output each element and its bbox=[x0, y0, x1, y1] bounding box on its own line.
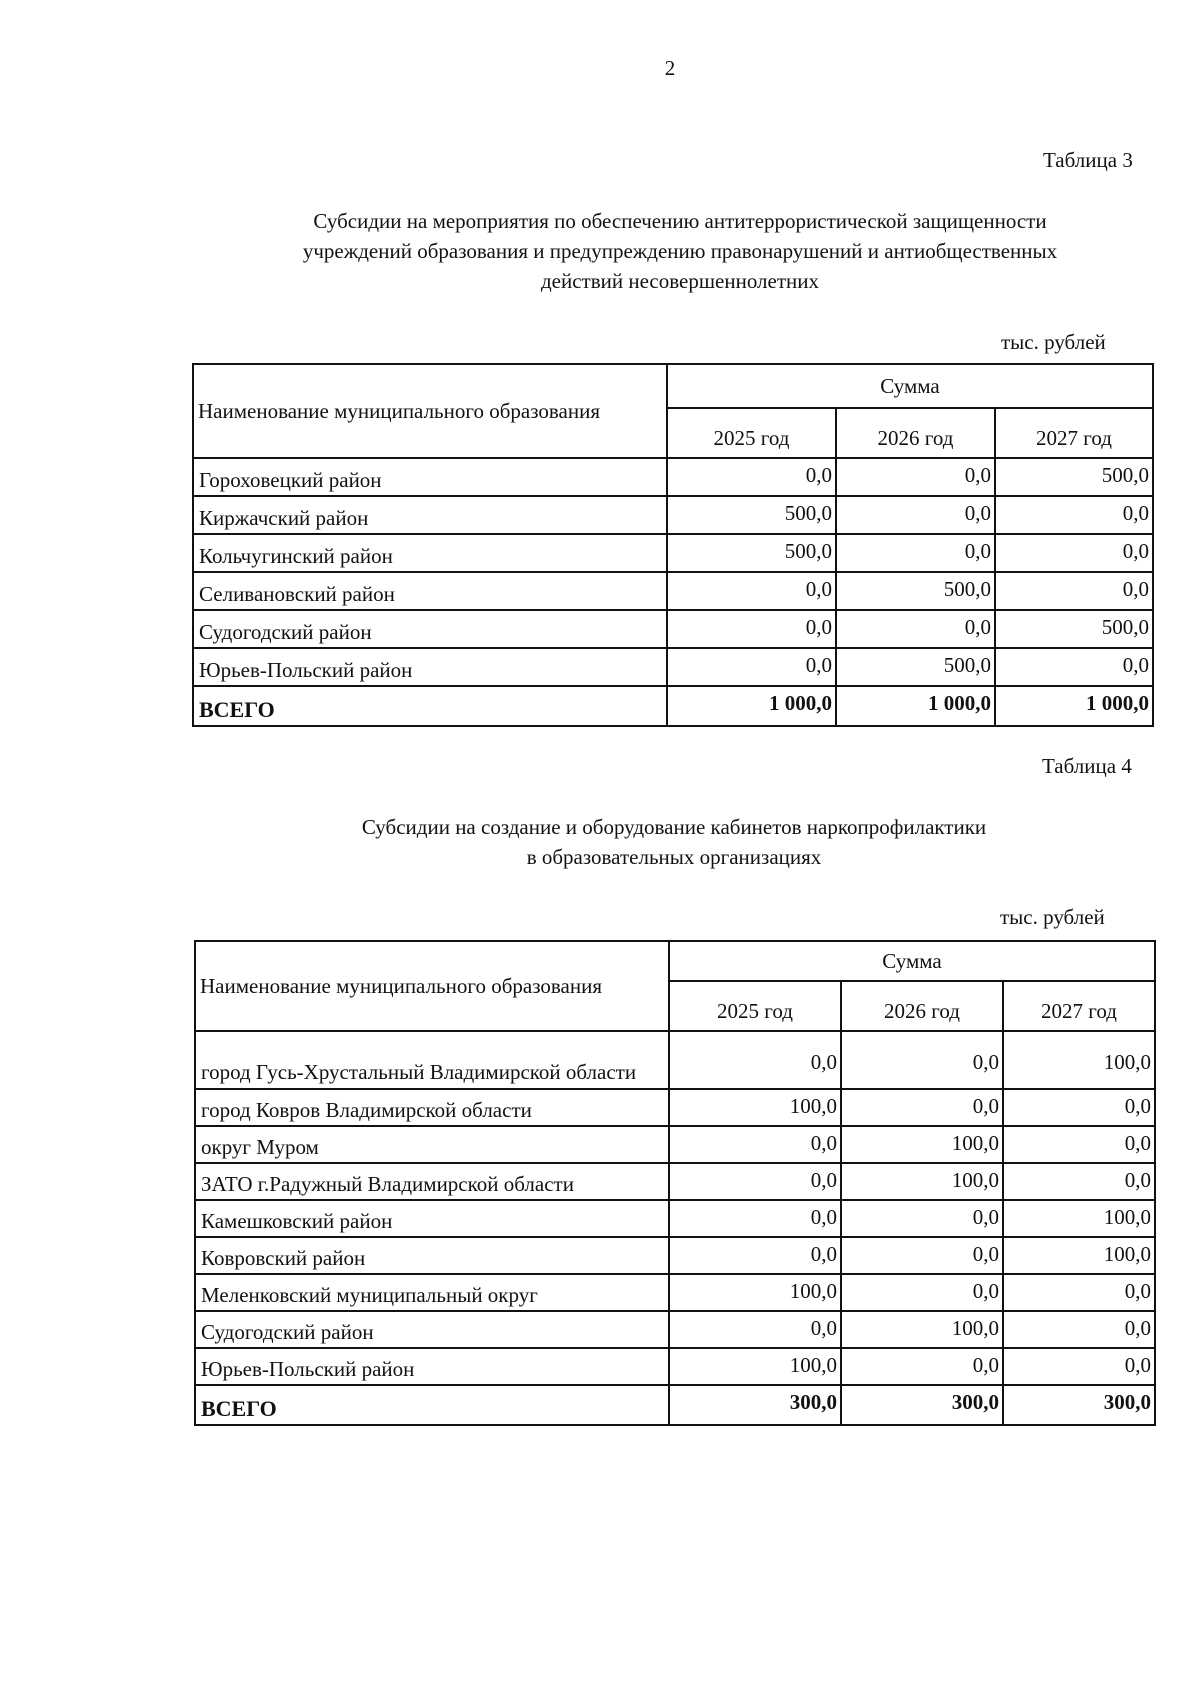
row-name: Киржачский район bbox=[193, 496, 667, 534]
table-label: Таблица 3 bbox=[1043, 148, 1133, 172]
title-line: Субсидии на мероприятия по обеспечению антитеррористической защищенности bbox=[313, 209, 1047, 233]
total-label: ВСЕГО bbox=[195, 1385, 669, 1425]
row-value: 0,0 bbox=[667, 458, 836, 496]
row-value: 0,0 bbox=[995, 572, 1153, 610]
subsidy-table-3 bbox=[192, 363, 1154, 727]
header-year: 2027 год bbox=[1003, 981, 1155, 1031]
header-year: 2025 год bbox=[667, 408, 836, 458]
table-row bbox=[195, 1126, 1155, 1163]
table-row bbox=[195, 1274, 1155, 1311]
row-value: 500,0 bbox=[836, 572, 995, 610]
row-name: Юрьев-Польский район bbox=[195, 1348, 669, 1385]
row-value: 0,0 bbox=[841, 1089, 1003, 1126]
row-value: 0,0 bbox=[669, 1200, 841, 1237]
row-value: 0,0 bbox=[995, 534, 1153, 572]
subsidy-table-4 bbox=[194, 940, 1156, 1426]
row-value: 500,0 bbox=[995, 610, 1153, 648]
title-line: Субсидии на создание и оборудование кабинетов наркопрофилактики bbox=[361, 815, 987, 839]
row-name: Кольчугинский район bbox=[193, 534, 667, 572]
row-value: 0,0 bbox=[841, 1200, 1003, 1237]
total-row bbox=[193, 686, 1153, 726]
header-year: 2026 год bbox=[836, 408, 995, 458]
row-value: 0,0 bbox=[669, 1031, 841, 1089]
table-row bbox=[195, 1089, 1155, 1126]
row-name: город Гусь-Хрустальный Владимирской области bbox=[195, 1031, 669, 1089]
row-name: ЗАТО г.Радужный Владимирской области bbox=[195, 1163, 669, 1200]
table-row bbox=[195, 1163, 1155, 1200]
units-label: тыс. рублей bbox=[1000, 905, 1105, 929]
header-year: 2025 год bbox=[669, 981, 841, 1031]
row-value: 0,0 bbox=[995, 496, 1153, 534]
row-value: 500,0 bbox=[995, 458, 1153, 496]
row-name: Юрьев-Польский район bbox=[193, 648, 667, 686]
row-value: 0,0 bbox=[669, 1237, 841, 1274]
units-label: тыс. рублей bbox=[1001, 330, 1106, 354]
table-row bbox=[195, 1237, 1155, 1274]
row-value: 0,0 bbox=[1003, 1348, 1155, 1385]
row-name: город Ковров Владимирской области bbox=[195, 1089, 669, 1126]
row-value: 0,0 bbox=[841, 1274, 1003, 1311]
row-value: 0,0 bbox=[836, 496, 995, 534]
row-value: 0,0 bbox=[836, 458, 995, 496]
row-name: Судогодский район bbox=[195, 1311, 669, 1348]
row-value: 100,0 bbox=[841, 1126, 1003, 1163]
total-row bbox=[195, 1385, 1155, 1425]
header-sum: Сумма bbox=[669, 941, 1155, 981]
row-value: 500,0 bbox=[667, 534, 836, 572]
row-value: 0,0 bbox=[1003, 1089, 1155, 1126]
row-name: Судогодский район bbox=[193, 610, 667, 648]
table-label: Таблица 4 bbox=[1042, 754, 1132, 778]
table-row bbox=[195, 1348, 1155, 1385]
table-row bbox=[193, 648, 1153, 686]
row-name: Камешковский район bbox=[195, 1200, 669, 1237]
row-value: 100,0 bbox=[1003, 1200, 1155, 1237]
table-row bbox=[193, 458, 1153, 496]
table-row bbox=[195, 1311, 1155, 1348]
row-value: 0,0 bbox=[669, 1126, 841, 1163]
row-value: 100,0 bbox=[669, 1089, 841, 1126]
table-row bbox=[193, 572, 1153, 610]
row-value: 0,0 bbox=[836, 534, 995, 572]
total-value: 300,0 bbox=[841, 1385, 1003, 1425]
row-value: 100,0 bbox=[669, 1274, 841, 1311]
row-value: 100,0 bbox=[1003, 1237, 1155, 1274]
row-value: 100,0 bbox=[841, 1311, 1003, 1348]
total-label: ВСЕГО bbox=[193, 686, 667, 726]
row-value: 0,0 bbox=[669, 1163, 841, 1200]
row-value: 0,0 bbox=[836, 610, 995, 648]
row-value: 0,0 bbox=[841, 1348, 1003, 1385]
row-name: Гороховецкий район bbox=[193, 458, 667, 496]
header-year: 2026 год bbox=[841, 981, 1003, 1031]
row-value: 500,0 bbox=[836, 648, 995, 686]
row-name: Селивановский район bbox=[193, 572, 667, 610]
header-name-col: Наименование муниципального образования bbox=[193, 364, 667, 458]
row-value: 0,0 bbox=[669, 1311, 841, 1348]
table-title bbox=[180, 206, 1180, 296]
table-title bbox=[214, 812, 1134, 872]
header-sum: Сумма bbox=[667, 364, 1153, 408]
table-row bbox=[195, 1200, 1155, 1237]
table-row bbox=[193, 610, 1153, 648]
total-value: 1 000,0 bbox=[836, 686, 995, 726]
header-year: 2027 год bbox=[995, 408, 1153, 458]
row-value: 0,0 bbox=[667, 610, 836, 648]
row-name: округ Муром bbox=[195, 1126, 669, 1163]
total-value: 300,0 bbox=[669, 1385, 841, 1425]
table-row bbox=[195, 1031, 1155, 1089]
table-row bbox=[193, 496, 1153, 534]
total-value: 300,0 bbox=[1003, 1385, 1155, 1425]
total-value: 1 000,0 bbox=[995, 686, 1153, 726]
title-line: учреждений образования и предупреждению правонарушений и антиобщественных bbox=[302, 239, 1058, 263]
title-line: в образовательных организациях bbox=[526, 845, 822, 869]
row-value: 0,0 bbox=[667, 572, 836, 610]
row-value: 0,0 bbox=[995, 648, 1153, 686]
table-row bbox=[193, 534, 1153, 572]
row-value: 100,0 bbox=[841, 1163, 1003, 1200]
row-value: 0,0 bbox=[1003, 1274, 1155, 1311]
title-line: действий несовершеннолетних bbox=[540, 269, 820, 293]
header-name-col: Наименование муниципального образования bbox=[195, 941, 669, 1031]
row-value: 0,0 bbox=[667, 648, 836, 686]
row-value: 0,0 bbox=[1003, 1126, 1155, 1163]
row-value: 100,0 bbox=[669, 1348, 841, 1385]
row-value: 0,0 bbox=[1003, 1311, 1155, 1348]
row-value: 0,0 bbox=[841, 1237, 1003, 1274]
row-name: Ковровский район bbox=[195, 1237, 669, 1274]
total-value: 1 000,0 bbox=[667, 686, 836, 726]
row-value: 100,0 bbox=[1003, 1031, 1155, 1089]
row-value: 0,0 bbox=[1003, 1163, 1155, 1200]
row-value: 0,0 bbox=[841, 1031, 1003, 1089]
row-value: 500,0 bbox=[667, 496, 836, 534]
row-name: Меленковский муниципальный округ bbox=[195, 1274, 669, 1311]
page-number: 2 bbox=[664, 56, 676, 80]
